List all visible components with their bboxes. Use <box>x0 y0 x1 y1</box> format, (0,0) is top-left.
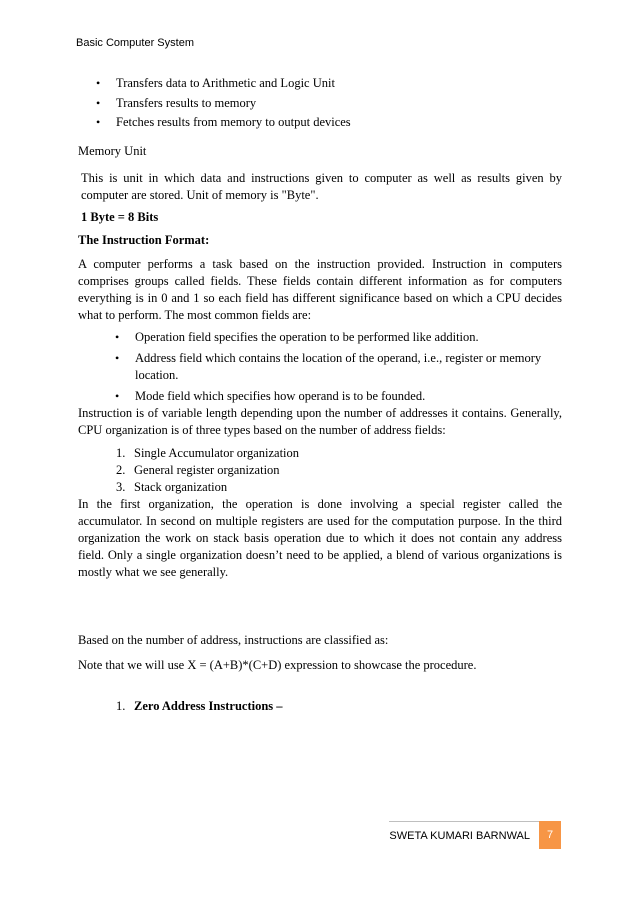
list-item <box>116 698 562 715</box>
list-item: • Operation field specifies the operation to be performed like addition. <box>135 329 562 346</box>
instruction-type-list <box>78 698 562 715</box>
instruction-format-heading: The Instruction Format: <box>78 232 210 247</box>
memory-unit-heading: Memory Unit <box>78 143 147 158</box>
list-item: • Address field which contains the location of the operand, i.e., register or memory location. <box>135 350 562 384</box>
list-item: • Transfers results to memory <box>116 95 562 115</box>
page-footer <box>389 821 561 850</box>
list-text: Zero Address Instructions – <box>134 698 283 713</box>
list-number: 3. <box>116 479 126 494</box>
list-item: • Fetches results from memory to output devices <box>116 114 562 134</box>
byte-definition: 1 Byte = 8 Bits <box>81 209 159 224</box>
variable-length-paragraph: Instruction is of variable length depending upon the number of addresses it contains. Generally, CPU organization is of three types based on the number of address fields: <box>78 405 562 437</box>
page-number: 7 <box>539 821 561 849</box>
list-number: 1. <box>116 698 126 713</box>
list-text: Stack organization <box>134 479 228 494</box>
list-text: General register organization <box>134 462 280 477</box>
memory-unit-paragraph: This is unit in which data and instructions given to computer as well as results given by computer are stored. Unit of memory is "Byte". <box>81 170 562 202</box>
alu-bullet-list <box>78 75 562 134</box>
list-number: 2. <box>116 462 126 477</box>
organization-description: In the first organization, the operation is done involving a special register called the accumulator. In second on multiple registers are used for the computation purpose. In the third organization the work on stack basis operation due to which it does not contain any address field. Only a single organization doesn’t need to be applied, a blend of various organizations is mostly what we see generally. <box>78 496 562 579</box>
list-item <box>116 445 562 462</box>
expression-note: Note that we will use X = (A+B)*(C+D) expression to showcase the procedure. <box>78 657 477 672</box>
list-number: 1. <box>116 445 126 460</box>
classification-intro: Based on the number of address, instructions are classified as: <box>78 632 389 647</box>
list-item: • Mode field which specifies how operand is to be founded. <box>135 388 562 405</box>
organization-list <box>78 445 562 496</box>
list-item <box>116 479 562 496</box>
fields-bullet-list <box>78 329 562 405</box>
list-text: Single Accumulator organization <box>134 445 300 460</box>
list-item: • Transfers data to Arithmetic and Logic Unit <box>116 75 562 95</box>
instruction-format-intro: A computer performs a task based on the instruction provided. Instruction in computers comprises groups called fields. These fields contain different information as for computers everything is in 0 and 1 so each field has different significance based on which a CPU decides what to perform. The most common fields are: <box>78 256 562 322</box>
running-header: Basic Computer System <box>76 37 194 49</box>
footer-author: SWETA KUMARI BARNWAL <box>389 821 539 850</box>
page-body <box>78 74 562 715</box>
list-item <box>116 462 562 479</box>
